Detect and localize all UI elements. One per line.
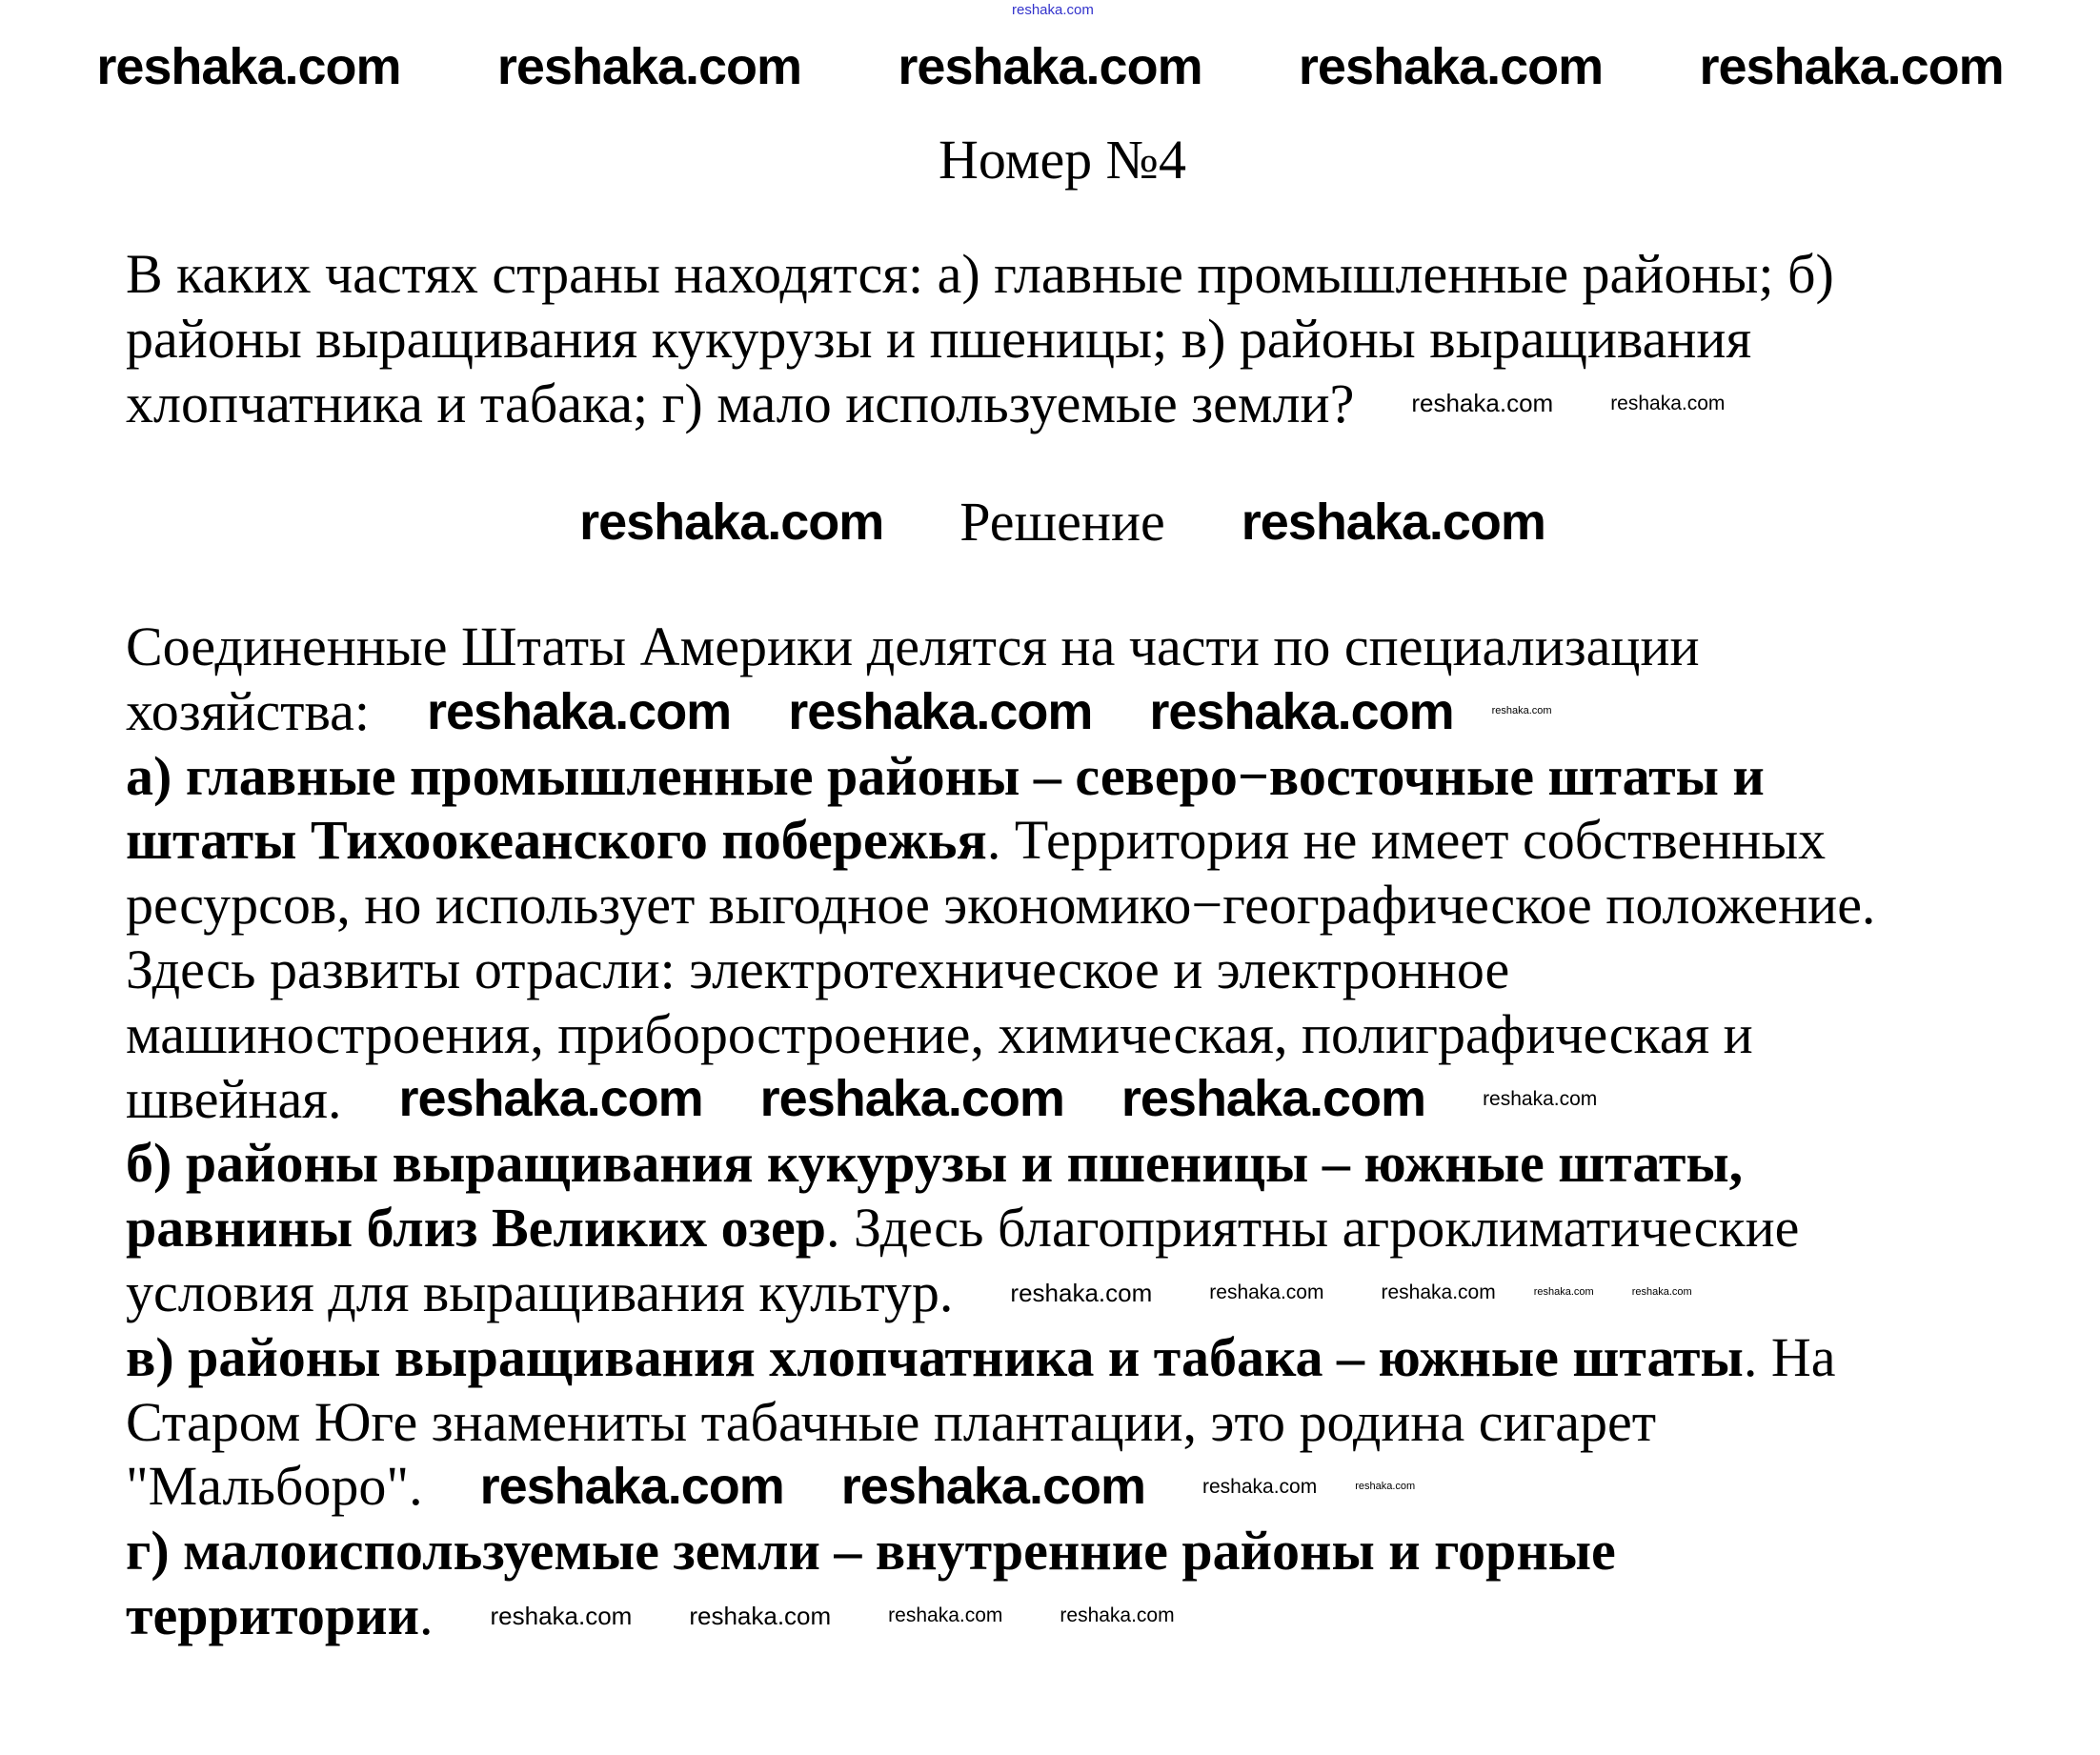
solution-body [126, 615, 1875, 1648]
text-line [126, 1325, 1875, 1390]
bold-text: равнины близ Великих озер [126, 1197, 826, 1260]
text-line [126, 938, 1875, 1002]
watermark: reshaka.com [398, 1070, 703, 1128]
watermark: reshaka.com [759, 1070, 1064, 1128]
line-text [126, 808, 1826, 873]
watermark: reshaka.com [427, 682, 732, 740]
line-text [126, 938, 1509, 1002]
watermark: reshaka.com [1699, 38, 2004, 95]
question-line [126, 307, 1834, 372]
watermark: reshaka.com [1483, 1087, 1598, 1110]
watermark: reshaka.com [1411, 389, 1554, 418]
watermark: reshaka.com [1610, 392, 1726, 414]
watermark: reshaka.com [689, 1601, 832, 1630]
watermark: reshaka.com [788, 682, 1093, 740]
line-text [126, 1390, 1656, 1455]
text: . [418, 1584, 434, 1646]
text: хлопчатника и табака; г) мало используемые земли? [126, 372, 1355, 434]
text: . Территория не имеет собственных [986, 809, 1827, 872]
text-line [126, 1584, 1875, 1648]
line-text [126, 679, 370, 744]
text-line [126, 744, 1875, 809]
line-text [126, 1261, 953, 1325]
watermark: reshaka.com [490, 1601, 633, 1630]
bold-text: в) районы выращивания хлопчатника и табака – южные штаты [126, 1325, 1744, 1388]
watermark: reshaka.com [496, 38, 802, 95]
watermark: reshaka.com [1355, 1480, 1416, 1492]
watermark: reshaka.com [1381, 1281, 1496, 1304]
line-text [126, 1067, 341, 1132]
text: В каких частях страны находятся: а) главные промышленные районы; б) [126, 243, 1834, 305]
text: машиностроения, приборостроение, химическая, полиграфическая и [126, 1002, 1753, 1065]
text-line [126, 679, 1875, 744]
watermark: reshaka.com [1121, 1070, 1426, 1128]
bold-text: территории [126, 1584, 419, 1646]
watermark: reshaka.com [898, 38, 1202, 95]
line-text [126, 873, 1875, 938]
watermark: reshaka.com [479, 1458, 784, 1516]
bold-text: г) малоиспользуемые земли – внутренние районы и горные [126, 1520, 1616, 1583]
watermark: reshaka.com [840, 1458, 1145, 1516]
text: . Здесь благоприятны агроклиматические [825, 1197, 1800, 1260]
text-line [126, 1196, 1875, 1261]
line-text [126, 1002, 1753, 1067]
watermark: reshaka.com [888, 1604, 1003, 1627]
watermark: reshaka.com [1491, 705, 1552, 717]
bold-text: а) главные промышленные районы – северо−восточные штаты и [126, 744, 1765, 807]
solution-heading-row [0, 490, 2100, 555]
text: "Мальборо". [126, 1455, 423, 1518]
text-line [126, 873, 1875, 938]
watermark: reshaka.com [1209, 1281, 1324, 1304]
text: районы выращивания кукурузы и пшеницы; в) районы выращивания [126, 307, 1752, 370]
header-watermark: reshaka.com [1012, 2, 1094, 18]
text-line [126, 808, 1875, 873]
text-line [126, 615, 1875, 679]
text: . На [1743, 1325, 1836, 1388]
watermark-row [0, 40, 2100, 93]
line-text [126, 1584, 433, 1648]
page-title: Номер №4 [938, 129, 1187, 191]
text-line [126, 1131, 1875, 1196]
text-line [126, 1002, 1875, 1067]
question-line [126, 242, 1834, 307]
text-line [126, 1067, 1875, 1132]
bold-text: штаты Тихоокеанского побережья [126, 809, 987, 872]
line-text [126, 615, 1700, 679]
watermark: reshaka.com [96, 38, 401, 95]
watermark: reshaka.com [1241, 494, 1545, 551]
question-line [126, 372, 1834, 436]
text-line [126, 1261, 1875, 1325]
watermark: reshaka.com [579, 494, 884, 551]
text: Соединенные Штаты Америки делятся на части по специализации [126, 615, 1700, 677]
line-text [126, 1325, 1835, 1390]
text-line [126, 1390, 1875, 1455]
line-text [126, 1454, 423, 1519]
watermark: reshaka.com [1010, 1278, 1153, 1307]
line-text [126, 1131, 1743, 1196]
text: ресурсов, но использует выгодное экономико−географическое положение. [126, 874, 1876, 937]
watermark: reshaka.com [1533, 1286, 1594, 1299]
watermark-group [579, 494, 884, 551]
text: Старом Юге знамениты табачные плантации, это родина сигарет [126, 1390, 1657, 1453]
bold-text: б) районы выращивания кукурузы и пшеницы – южные штаты, [126, 1132, 1744, 1195]
text: хозяйства: [126, 679, 370, 742]
text: Здесь развиты отрасли: электротехническое и электронное [126, 938, 1510, 1000]
watermark: reshaka.com [1202, 1475, 1318, 1498]
watermark: reshaka.com [1060, 1604, 1175, 1627]
line-text [126, 1196, 1799, 1261]
watermark: reshaka.com [1298, 38, 1604, 95]
watermark-group [1241, 494, 1545, 551]
line-text [126, 1519, 1616, 1584]
question [126, 242, 1834, 435]
text-line [126, 1519, 1875, 1584]
watermark: reshaka.com [1631, 1286, 1692, 1299]
text: условия для выращивания культур. [126, 1261, 954, 1323]
line-text [126, 744, 1765, 809]
watermark: reshaka.com [1149, 682, 1454, 740]
text-line [126, 1454, 1875, 1519]
solution-heading: Решение [959, 491, 1165, 553]
text: швейная. [126, 1067, 342, 1130]
